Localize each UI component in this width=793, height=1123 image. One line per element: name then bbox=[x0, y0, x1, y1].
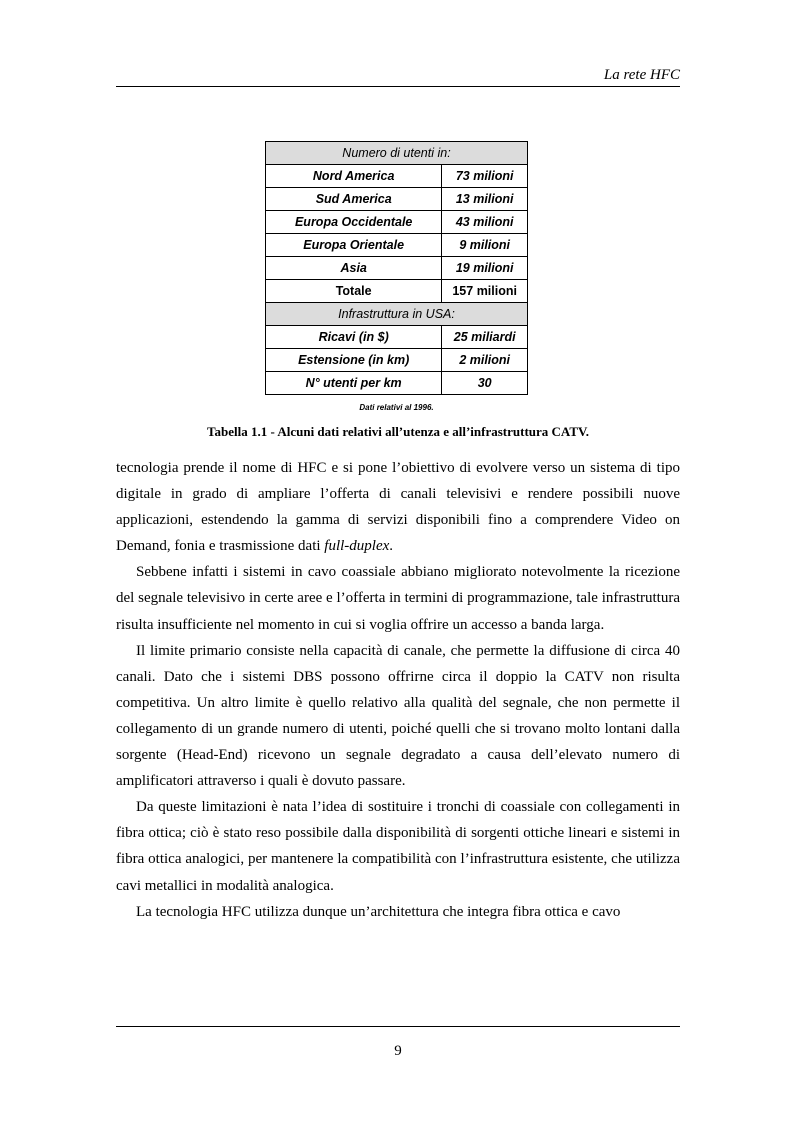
row-label: Ricavi (in $) bbox=[266, 326, 442, 349]
paragraph-text: . bbox=[389, 538, 394, 555]
row-label: Sud America bbox=[266, 188, 442, 211]
table-section-header bbox=[266, 142, 528, 165]
catv-data-table bbox=[265, 141, 528, 395]
row-label: Europa Orientale bbox=[266, 234, 442, 257]
table-row-total bbox=[266, 280, 528, 303]
table-caption: Tabella 1.1 - Alcuni dati relativi all’utenza e all’infrastruttura CATV. bbox=[207, 424, 589, 439]
total-label: Totale bbox=[266, 280, 442, 303]
paragraph-text: tecnologia prende il nome di HFC e si pone l’obiettivo di evolvere verso un sistema di tipo digitale in grado di ampliare l’offerta di canali televisivi e rendere possibili nuove applicazioni, estendendo la gamma di servizi disponibili fino a comprendere Video on Demand, fonia e trasmissione dati bbox=[116, 460, 680, 555]
row-value: 43 milioni bbox=[442, 211, 528, 234]
row-value: 9 milioni bbox=[442, 234, 528, 257]
paragraph bbox=[116, 455, 680, 559]
row-label: Estensione (in km) bbox=[266, 349, 442, 372]
paragraph: Il limite primario consiste nella capacità di canale, che permette la diffusione di circa 40 canali. Dato che i sistemi DBS possono offrirne circa il doppio la CATV non risulta competitiva. Un altro limite è quello relativo alla qualità del segnale, che non permette il collegamento di un grande numero di utenti, poiché quelli che si trovano molto lontani dalla sorgente (Head-End) ricevono un segnale degradato a causa dell’elevato numero di amplificatori attraverso i quali è dovuto passare. bbox=[116, 642, 680, 790]
row-value: 30 bbox=[442, 372, 528, 395]
table-row bbox=[266, 257, 528, 280]
row-label: Nord America bbox=[266, 165, 442, 188]
paragraph: Sebbene infatti i sistemi in cavo coassiale abbiano migliorato notevolmente la ricezione del segnale televisivo in certe aree e l’offerta in termini di programmazione, tale infrastruttura risulta insufficiente nel momento in cui si voglia offrire un accesso a banda larga. bbox=[116, 564, 680, 633]
table-row bbox=[266, 234, 528, 257]
body-text bbox=[116, 455, 680, 925]
row-label: N° utenti per km bbox=[266, 372, 442, 395]
table-note: Dati relativi al 1996. bbox=[359, 403, 434, 412]
section-title-users: Numero di utenti in: bbox=[266, 142, 528, 165]
table-row bbox=[266, 188, 528, 211]
paragraph: La tecnologia HFC utilizza dunque un’architettura che integra fibra ottica e cavo bbox=[136, 903, 621, 920]
header-rule bbox=[116, 86, 680, 87]
table-section-header bbox=[266, 303, 528, 326]
row-value: 73 milioni bbox=[442, 165, 528, 188]
row-label: Europa Occidentale bbox=[266, 211, 442, 234]
table-row bbox=[266, 165, 528, 188]
footer-rule bbox=[116, 1026, 680, 1027]
table-row bbox=[266, 326, 528, 349]
section-title-infrastructure: Infrastruttura in USA: bbox=[266, 303, 528, 326]
table-row bbox=[266, 349, 528, 372]
table-row bbox=[266, 211, 528, 234]
row-value: 2 milioni bbox=[442, 349, 528, 372]
row-label: Asia bbox=[266, 257, 442, 280]
table-row bbox=[266, 372, 528, 395]
total-value: 157 milioni bbox=[442, 280, 528, 303]
emphasis-text: full-duplex bbox=[324, 538, 390, 555]
paragraph: Da queste limitazioni è nata l’idea di sostituire i tronchi di coassiale con collegamenti in fibra ottica; ciò è stato reso possibile dalla disponibilità di sorgenti ottiche lineari e sistemi in fibra ottica analogici, per mantenere la compatibilità con l’infrastruttura esistente, che utilizza cavi metallici in modalità analogica. bbox=[116, 799, 680, 894]
running-header: La rete HFC bbox=[603, 67, 680, 83]
row-value: 19 milioni bbox=[442, 257, 528, 280]
row-value: 13 milioni bbox=[442, 188, 528, 211]
row-value: 25 miliardi bbox=[442, 326, 528, 349]
page-number: 9 bbox=[394, 1043, 402, 1059]
